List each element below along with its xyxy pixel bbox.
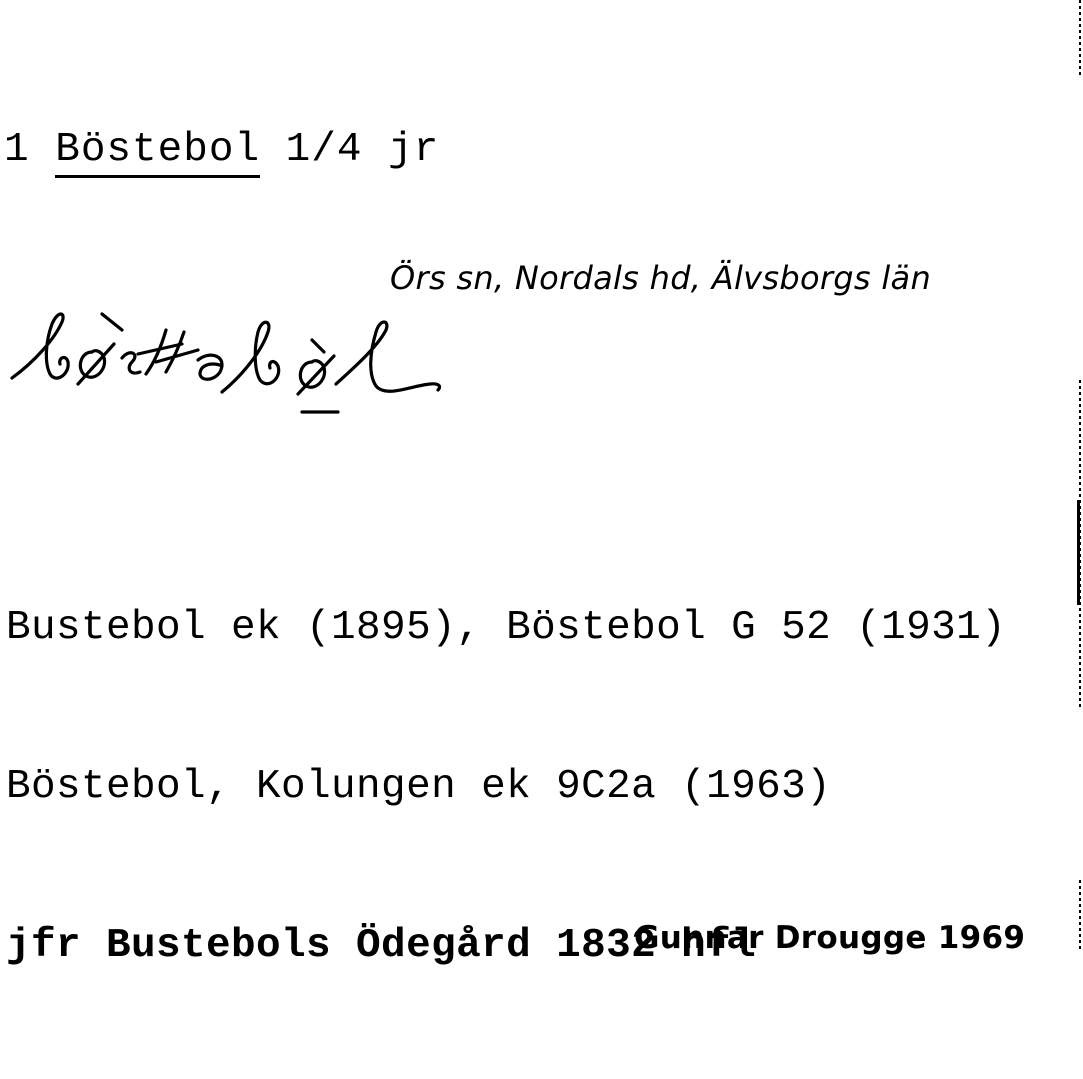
scan-edge: [1077, 500, 1080, 605]
scan-edge: [1079, 0, 1081, 76]
headword-line: [4, 124, 439, 176]
scan-edge: [1079, 880, 1081, 950]
source-list: [6, 496, 1006, 1079]
entry-number: 1: [4, 127, 30, 173]
parish-location: Örs sn, Nordals hd, Älvsborgs län: [390, 259, 932, 297]
source-line: jfr Bustebols Ödegård 1832 hfl: [6, 923, 757, 969]
source-line: Böstebol, Kolungen ek 9C2a (1963): [6, 764, 832, 810]
collector-signature: Gunnar Drougge 1969: [634, 920, 1026, 956]
phonetic-handwriting: [6, 300, 456, 430]
source-line: Bustebol ek (1895), Böstebol G 52 (1931): [6, 605, 1007, 651]
headword: Böstebol: [55, 127, 260, 178]
farm-size: 1/4 jr: [285, 127, 440, 173]
